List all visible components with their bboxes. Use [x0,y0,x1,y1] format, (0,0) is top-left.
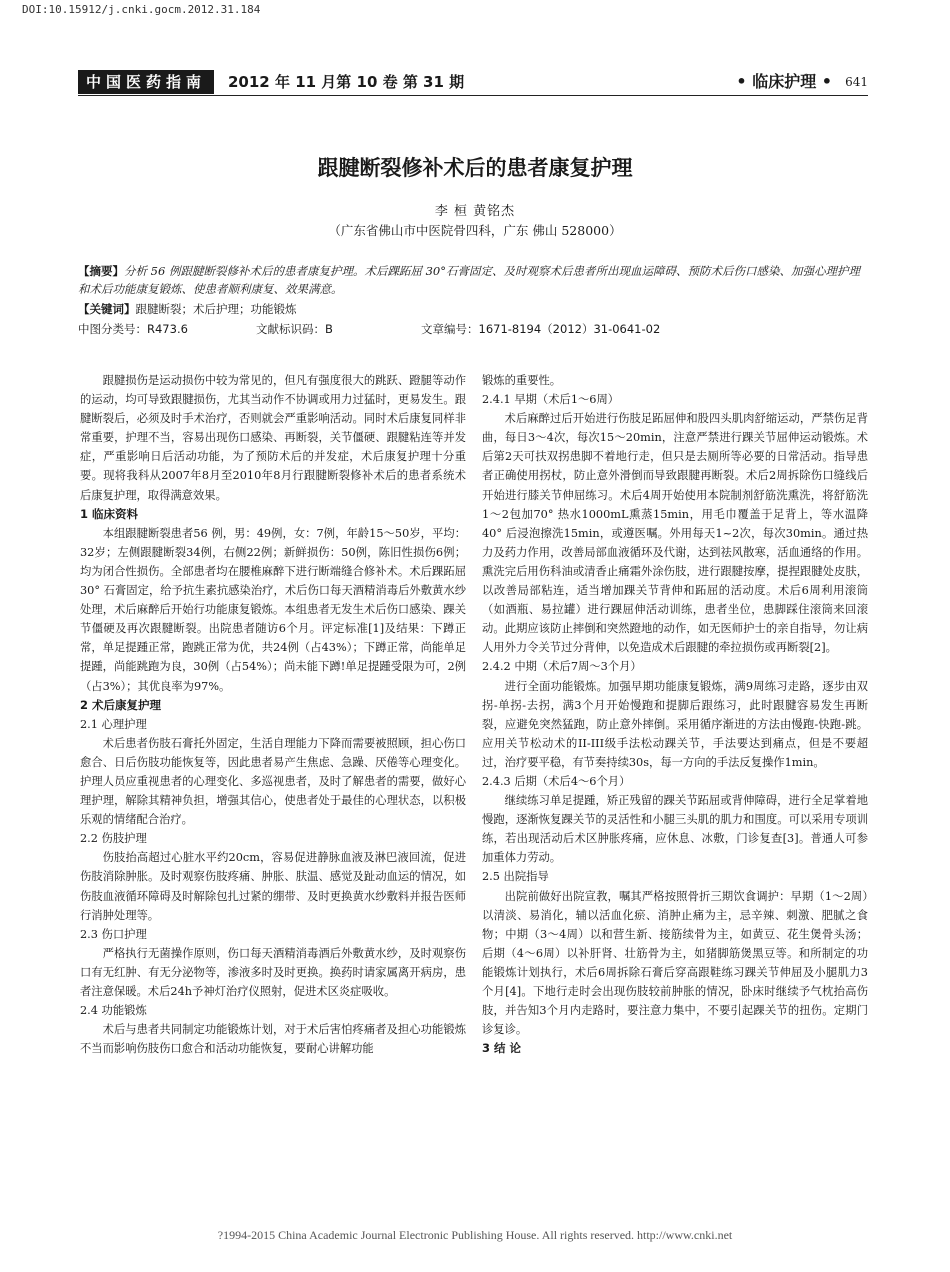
keywords-label: 【关键词】 [78,302,136,316]
body-paragraph: 出院前做好出院宣教，嘱其严格按照骨折三期饮食调护：早期（1～2周）以清淡、易消化，辅以活血化瘀、消肿止痛为主，忌辛辣、刺激、肥腻之食物；中期（3～4周）以和营生新、接筋续骨为主，如黄豆、花生煲骨头汤；后期（4～6周）以补肝肾、壮筋骨为主，如猪脚筋煲黑豆等。和所制定的功能锻炼计划执行，术后6周拆除石膏后穿高跟鞋练习踝关节伸屈及小腿肌力3个月[4]。下地行走时会出现伤肢较前肿胀的情况，卧床时继续予气枕抬高伤肢，并告知3个月内走路时，要注意力集中，不要引起踝关节的扭伤。定期门诊复诊。 [482,889,868,1037]
header-rule [78,95,868,96]
body-paragraph: 继续练习单足提踵，矫正残留的踝关节跖屈或背伸障碍，进行全足掌着地慢跑，逐渐恢复踝关节的灵活性和小腿三头肌的肌力和围度。可以采用专项训练，若出现活动后术区肿胀疼痛，应休息、冰敷，门诊复查[3]。普通人可参加重体力劳动。 [482,794,868,865]
copyright-footer: ?1994-2015 China Academic Journal Electronic Publishing House. All rights reserved. http://www.cnki.net [217,1228,733,1242]
body-paragraph: 严格执行无菌操作原则，伤口每天酒精消毒酒后外敷黄水纱，及时观察伤口有无红肿、有无分泌物等，渗液多时及时更换。换药时请家属离开病房，患者注意保暖。术后24h予神灯治疗仪照射，促进术区炎症吸收。 [80,946,466,998]
affiliation: （广东省佛山市中医院骨四科，广东 佛山 528000） [328,223,622,238]
subsection-heading: 2.4.3 后期（术后4～6个月） [482,774,631,788]
issue-info: 2012 年 11 月第 10 卷 第 31 期 [228,73,465,91]
section-heading: 3 结 论 [482,1041,522,1056]
clc-number: 中图分类号：R473.6 [78,322,188,336]
abstract-text: 分析 56 例跟腱断裂修补术后的患者康复护理。术后踝跖屈 30°石膏固定、及时观察术后患者所出现血运障碍、预防术后伤口感染、加强心理护理和术后功能康复锻炼、使患者顺利康复、效果满意。 [78,264,860,296]
doi-line: DOI:10.15912/j.cnki.gocm.2012.31.184 [22,3,261,16]
body-paragraph: 术后与患者共同制定功能锻炼计划，对于术后害怕疼痛者及担心功能锻炼不当而影响伤肢伤口愈合和活动功能恢复，要耐心讲解功能 [80,1023,466,1056]
keywords [78,300,868,318]
body-paragraph: 进行全面功能锻炼。加强早期功能康复锻炼，满9周练习走路，逐步由双拐-单拐-去拐，满3个月开始慢跑和提脚后跟练习，此时跟腱容易发生再断裂，应避免突然猛跑，防止意外摔倒。采用循序渐进的方法由慢跑-快跑-跳。应用关节松动术的II-III级手法松动踝关节，手法要达到痛点，但是不要超过，治疗要平稳，有节奏持续30s，每一方向的手法反复操作1min。 [482,679,868,769]
running-head [78,70,868,94]
subsection-heading: 2.3 伤口护理 [80,927,147,941]
subsection-heading: 2.4.2 中期（术后7周～3个月） [482,660,642,674]
subsection-heading: 2.1 心理护理 [80,717,147,731]
abstract [78,262,868,298]
left-column [80,371,466,1058]
body-paragraph: 跟腱损伤是运动损伤中较为常见的，但凡有强度很大的跳跃、蹬腿等动作的运动，均可导致跟腱损伤，尤其当动作不协调或用力过猛时，更易发生。跟腱断裂后，必须及时手术治疗，否则就会严重影响活动。同时术后康复同样非常重要，护理不当，容易出现伤口感染、再断裂，关节僵硬、跟腱粘连等并发症，严重影响日后活动功能，为了预防术后的并发症，术后康复护理十分重要。现将我科从2007年8月至2010年8月行跟腱断裂修补术后的患者系统术后康复护理，取得满意效果。 [80,374,466,502]
subsection-heading: 2.4 功能锻炼 [80,1004,147,1018]
abstract-label: 【摘要】 [78,264,124,278]
section-tag: • 临床护理 • [736,72,832,91]
section-heading: 1 临床资料 [80,506,139,521]
body-paragraph: 锻炼的重要性。 [482,374,562,387]
subsection-heading: 2.5 出院指导 [482,870,549,884]
subsection-heading: 2.4.1 早期（术后1～6周） [482,393,620,407]
body-paragraph: 术后患者伤肢石膏托外固定，生活自理能力下降而需要被照顾，担心伤口愈合、日后伤肢功能恢复等，因此患者易产生焦虑、急躁、厌倦等心理变化。护理人员应重视患者的心理变化、多巡视患者，及时了解患者的需要，做好心理护理，解除其精神负担，增强其信心，使患者处于最佳的心理状态，以积极乐观的情绪配合治疗。 [80,736,466,827]
article-title: 跟腱断裂修补术后的患者康复护理 [317,156,633,180]
body-paragraph: 伤肢抬高超过心脏水平约20cm，容易促进静脉血液及淋巴液回流，促进伤肢消除肿胀。及时观察伤肢疼痛、肿胀、肤温、感觉及趾动血运的情况，如伤肢血液循环障碍及时解除包扎过紧的绷带、及时更换黄水纱敷料并报告医师行消肿处理等。 [80,851,466,922]
right-column [482,371,868,1058]
page-number: 641 [845,75,868,89]
body-paragraph: 术后麻醉过后开始进行伤肢足跖屈伸和股四头肌肉舒缩运动，严禁伤足背曲，每日3～4次，每次15～20min，注意严禁进行踝关节屈伸运动锻炼。术后第2天可扶双拐患脚不着地行走，但只是去厕所等必要的日常活动。指导患者正确使用拐杖，防止意外滑倒而导致跟腱再断裂。术后2周拆除伤口缝线后开始进行膝关节伸屈练习。术后4周开始使用本院制剂舒筋洗熏洗，将舒筋洗1～2包加70° 热水1000mL熏蒸15min，用毛巾覆盖于足背上，等水温降40° 后浸泡擦洗15min，或遵医嘱。外用每天1~2次，每次30min。通过热力及药力作用，改善局部血液循环及代谢，达到祛风散寒，活血通络的作用。熏洗完后用伤科油或清香止痛霜外涂伤肢，进行跟腱按摩，提捏跟腱处皮肤，以改善局部粘连，适当增加踝关节背伸和跖屈的活动度。术后6周利用滚筒（如酒瓶、易拉罐）进行踝屈伸活动训练，患者坐位，患脚踩住滚筒来回滚动。此期应该防止摔倒和突然蹬地的动作，如无医师护士的亲自指导，勿让病人用外力令关节过分背伸，以免造成术后跟腱的牵拉损伤或再断裂[2]。 [482,412,868,655]
section-heading: 2 术后康复护理 [80,697,162,712]
authors: 李 桓 黄铭杰 [434,204,516,219]
subsection-heading: 2.2 伤肢护理 [80,832,147,846]
body-paragraph: 本组跟腱断裂患者56 例，男：49例，女：7例，年龄15～50岁，平均：32岁；左侧跟腱断裂34例，右侧22例；新鲜损伤：50例，陈旧性损伤6例；均为闭合性损伤。全部患者均在腰椎麻醉下进行断端缝合修补术。术后踝跖屈30° 石膏固定，给予抗生素抗感染治疗，术后伤口每天酒精消毒后外敷黄水纱处理，术后麻醉后开始行功能康复锻炼。本组患者无发生术后伤口感染、踝关节僵硬及再次跟腱断裂。出院患者随访6个月。评定标准[1]及结果：下蹲正常，单足提踵正常，跑跳正常为优，共24例（占43%）；下蹲正常，尚能单足提踵，尚能跳跑为良，30例（占54%）；尚未能下蹲!单足提踵受限为可，2例（占3%）；其优良率为97%。 [80,526,466,693]
document-code: 文献标识码：B [256,322,333,336]
article-number: 文章编号：1671-8194（2012）31-0641-02 [421,322,661,336]
journal-name-banner: 中国医药指南 [78,70,214,94]
keywords-text: 跟腱断裂；术后护理；功能锻炼 [135,302,297,316]
